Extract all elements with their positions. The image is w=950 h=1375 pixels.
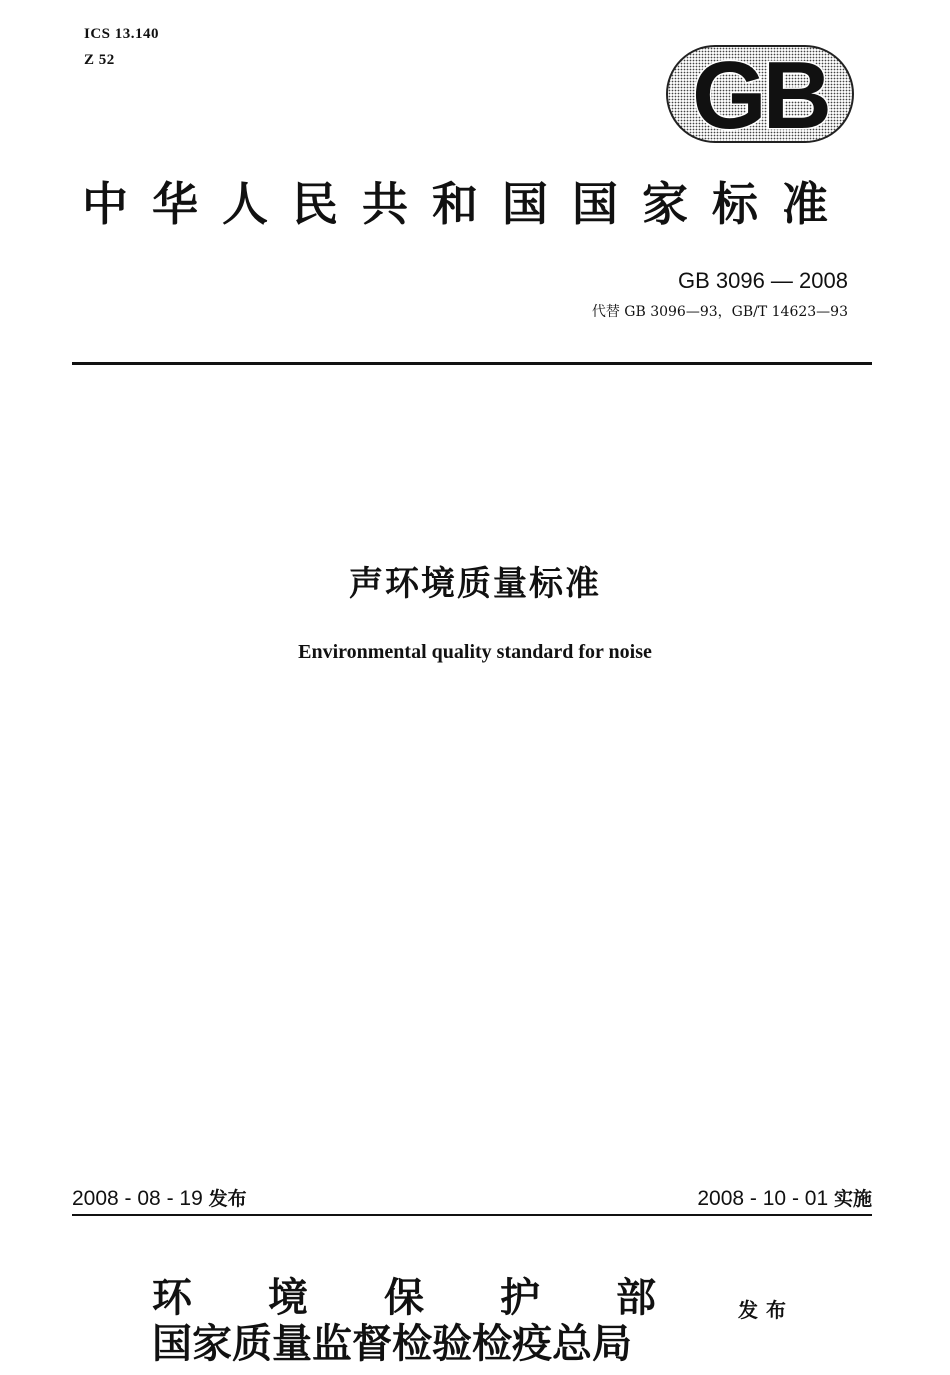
replaces-note: 代替 GB 3096—93，GB/T 14623—93 xyxy=(591,304,848,320)
document-title-zh: 声环境质量标准 xyxy=(349,564,601,604)
issuing-authority-2: 国家质量监督检验检疫总局 xyxy=(152,1320,632,1367)
implementation-date xyxy=(697,1184,872,1211)
gb-logo-text: GB xyxy=(692,44,828,144)
implementation-label: 实施 xyxy=(833,1188,872,1210)
document-title-en: Environmental quality standard for noise xyxy=(298,641,652,663)
issue-date-value: 2008 - 08 - 19 xyxy=(72,1187,203,1210)
standard-number: GB 3096 — 2008 xyxy=(677,268,848,293)
ics-code: ICS 13.140 xyxy=(84,26,160,42)
classification-code: Z 52 xyxy=(84,52,115,68)
national-standard-heading: 中华人民共和国国家标准 xyxy=(82,177,852,231)
header-rule xyxy=(72,362,872,365)
footer-rule xyxy=(72,1214,872,1216)
implementation-date-value: 2008 - 10 - 01 xyxy=(697,1187,829,1210)
issue-label: 发布 xyxy=(208,1188,247,1210)
gb-logo xyxy=(665,44,855,144)
issue-date xyxy=(72,1184,247,1211)
publish-label: 发布 xyxy=(738,1298,794,1322)
issuing-authority-1: 环境保护部 xyxy=(152,1274,732,1321)
